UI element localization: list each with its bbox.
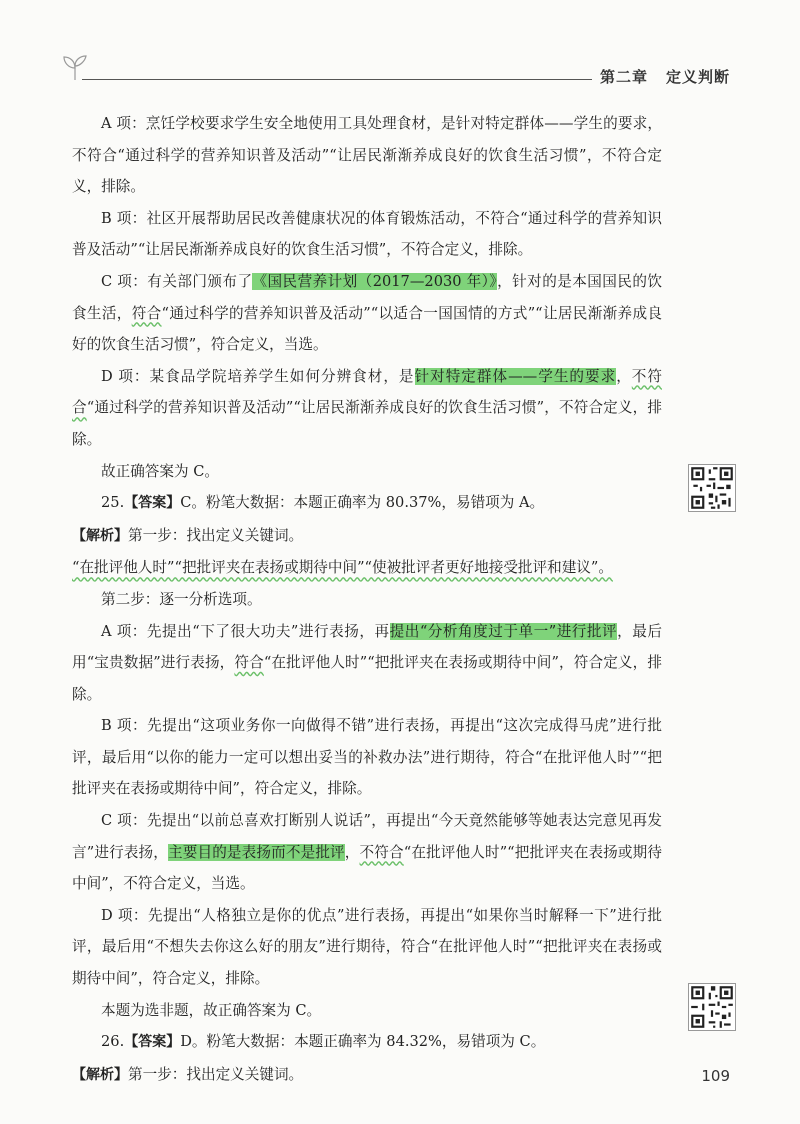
q25-option-b: B 项：先提出“这项业务你一向做得不错”进行表扬，再提出“这次完成得马虎”进行批评，最后用“以你的能力一定可以想出妥当的补救办法”进行期待，符合“在批评他人时”“把批评夹在表扬或期待中间”，符合定义，排除。: [72, 717, 662, 798]
q24-option-c: [72, 266, 662, 361]
q25-step2: 第二步：逐一分析选项。: [101, 590, 262, 608]
chapter-number: 第二章: [599, 68, 648, 86]
page-header: [0, 0, 800, 100]
text-span: C 项：有关部门颁布了: [101, 272, 253, 290]
chapter-title: [600, 66, 730, 87]
q25-keywords: [72, 552, 662, 584]
wavy-underline: 符合: [234, 654, 264, 672]
q25-answer-line: [72, 487, 662, 520]
qr-pattern: [689, 984, 735, 1030]
q25-analysis: [72, 520, 662, 553]
q25-answer: 本题为选非题，故正确答案为 C。: [101, 1001, 322, 1019]
q24-answer: 故正确答案为 C。: [101, 462, 219, 480]
wavy-underline: 不符合: [359, 843, 404, 861]
q26-answer-line: [72, 1026, 662, 1059]
text-span: “在批评他人时”“把批评夹在表扬或期待中间”，符合定义，排除。: [72, 654, 662, 703]
q25-option-c: [72, 805, 662, 900]
page-number: 109: [701, 1067, 730, 1085]
keyword-text: “在批评他人时”“把批评夹在表扬或期待中间”“使被批评者更好地接受批评和建议”。: [72, 559, 613, 577]
answer-text: C。粉笔大数据：本题正确率为 80.37%，易错项为 A。: [180, 494, 545, 512]
text-span: ，: [344, 843, 360, 861]
q24-option-b: B 项：社区开展帮助居民改善健康状况的体育锻炼活动，不符合“通过科学的营养知识普及活动”“让居民渐渐养成良好的饮食生活习惯”，不符合定义，排除。: [72, 209, 662, 259]
qr-pattern: [689, 465, 735, 511]
header-rule: [82, 79, 592, 80]
q24-option-d: [72, 361, 662, 456]
q24-option-a: A 项：烹饪学校要求学生安全地使用工具处理食材，是针对特定群体——学生的要求，不符合“通过科学的营养知识普及活动”“让居民渐渐养成良好的饮食生活习惯”，不符合定义，排除。: [72, 115, 662, 196]
text-span: “在批评他人时”“把批评夹在表扬或期待中间”，不符合定义，当选。: [72, 843, 662, 893]
q25-option-a: [72, 616, 662, 711]
highlight: 《国民营养计划（2017—2030 年）》: [252, 272, 498, 290]
text-span: “通过科学的营养知识普及活动”“让居民渐渐养成良好的饮食生活习惯”，不符合定义，排除。: [72, 399, 662, 448]
step-text: 第一步：找出定义关键词。: [128, 1065, 304, 1083]
text-span: ，最后用“宝贵数据”进行表扬，: [72, 622, 662, 672]
step-text: 第一步：找出定义关键词。: [128, 526, 304, 544]
qr-code-icon[interactable]: [688, 464, 736, 512]
highlight: 提出“分析角度过于单一”进行批评: [389, 622, 618, 640]
text-span: ，针对的是本国国民的饮食生活，: [72, 272, 662, 322]
text-span: D 项：某食品学院培养学生如何分辨食材，是: [101, 367, 415, 385]
analysis-tag: 【解析】: [72, 527, 128, 544]
wavy-underline: 不符合: [72, 367, 662, 417]
highlight: 针对特定群体——学生的要求: [414, 367, 617, 385]
question-number: 26.: [101, 1033, 125, 1051]
answer-tag: 【答案】: [124, 495, 181, 512]
q25-option-d: D 项：先提出“人格独立是你的优点”进行表扬，再提出“如果你当时解释一下”进行批评，最后用“不想失去你这么好的朋友”进行期待，符合“在批评他人时”“把批评夹在表扬或期待中间”，符合定义，排除。: [72, 906, 662, 988]
text-span: “通过科学的营养知识普及活动”“以适合一国国情的方式”“让居民渐渐养成良好的饮食生活习惯”，符合定义，当选。: [72, 304, 662, 354]
wavy-underline: 符合: [131, 304, 162, 322]
text-span: A 项：先提出“下了很大功夫”进行表扬，再: [101, 622, 390, 640]
text-span: ，: [616, 367, 632, 385]
answer-text: D。粉笔大数据：本题正确率为 84.32%，易错项为 C。: [180, 1033, 546, 1051]
highlight: 主要目的是表扬而不是批评: [168, 843, 345, 861]
text-span: C 项：先提出“以前总喜欢打断别人说话”，再提出“今天竟然能够等她表达完意见再发言”进行表扬，: [72, 812, 662, 861]
q26-analysis: [72, 1059, 662, 1092]
question-number: 25.: [101, 494, 125, 512]
answer-tag: 【答案】: [124, 1034, 181, 1051]
chapter-name: 定义判断: [665, 68, 730, 86]
qr-code-icon[interactable]: [688, 983, 736, 1031]
analysis-tag: 【解析】: [72, 1066, 128, 1083]
page-body: [72, 108, 662, 1091]
